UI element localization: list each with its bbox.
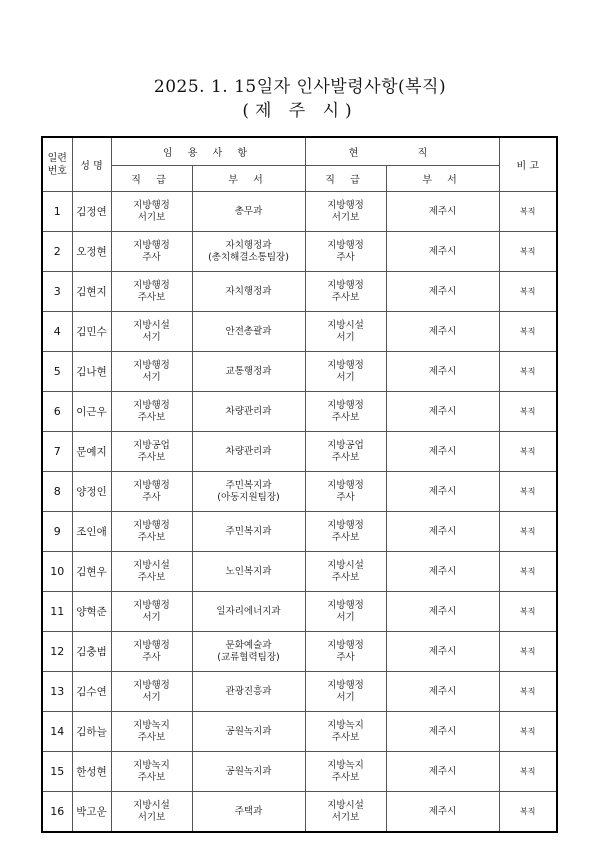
current-department: 제주시 bbox=[386, 752, 499, 792]
current-department: 제주시 bbox=[386, 472, 499, 512]
remarks: 복직 bbox=[499, 752, 557, 792]
employee-name: 김하늘 bbox=[72, 712, 111, 752]
remarks: 복직 bbox=[499, 352, 557, 392]
employee-name: 오정현 bbox=[72, 232, 111, 272]
remarks: 복직 bbox=[499, 672, 557, 712]
current-department: 제주시 bbox=[386, 432, 499, 472]
current-rank: 지방행정 주사 bbox=[305, 632, 386, 672]
current-department: 제주시 bbox=[386, 552, 499, 592]
current-department: 제주시 bbox=[386, 792, 499, 833]
appointed-rank: 지방시설 주사보 bbox=[111, 552, 192, 592]
employee-name: 문예지 bbox=[72, 432, 111, 472]
appointed-rank: 지방행정 주사보 bbox=[111, 392, 192, 432]
table-row bbox=[42, 632, 557, 672]
current-department: 제주시 bbox=[386, 512, 499, 552]
appointed-department: 문화예술과 (교류협력팀장) bbox=[192, 632, 305, 672]
current-department: 제주시 bbox=[386, 592, 499, 632]
serial-number: 6 bbox=[42, 392, 72, 432]
appointed-rank: 지방행정 주사 bbox=[111, 232, 192, 272]
current-rank: 지방행정 서기보 bbox=[305, 192, 386, 232]
appointed-rank: 지방녹지 주사보 bbox=[111, 752, 192, 792]
appointed-rank: 지방행정 서기보 bbox=[111, 192, 192, 232]
current-rank: 지방시설 주사보 bbox=[305, 552, 386, 592]
document-subtitle: (제 주 시) bbox=[242, 101, 358, 121]
table-row bbox=[42, 672, 557, 712]
remarks: 복직 bbox=[499, 472, 557, 512]
current-rank: 지방행정 주사 bbox=[305, 472, 386, 512]
current-rank: 지방시설 서기 bbox=[305, 312, 386, 352]
header-appointment: 임 용 사 항 bbox=[111, 137, 305, 166]
table-row bbox=[42, 712, 557, 752]
serial-number: 8 bbox=[42, 472, 72, 512]
table-row bbox=[42, 192, 557, 232]
table-row bbox=[42, 472, 557, 512]
current-rank: 지방행정 주사보 bbox=[305, 272, 386, 312]
employee-name: 김현우 bbox=[72, 552, 111, 592]
appointed-department: 일자리에너지과 bbox=[192, 592, 305, 632]
table-row bbox=[42, 272, 557, 312]
appointed-rank: 지방행정 주사보 bbox=[111, 272, 192, 312]
header-name: 성 명 bbox=[72, 137, 111, 192]
table-row bbox=[42, 232, 557, 272]
remarks: 복직 bbox=[499, 512, 557, 552]
current-department: 제주시 bbox=[386, 672, 499, 712]
appointed-department: 총무과 bbox=[192, 192, 305, 232]
appointed-department: 공원녹지과 bbox=[192, 712, 305, 752]
employee-name: 김수연 bbox=[72, 672, 111, 712]
remarks: 복직 bbox=[499, 632, 557, 672]
appointed-department: 공원녹지과 bbox=[192, 752, 305, 792]
remarks: 복직 bbox=[499, 712, 557, 752]
serial-number: 2 bbox=[42, 232, 72, 272]
current-rank: 지방행정 서기 bbox=[305, 672, 386, 712]
table-row bbox=[42, 392, 557, 432]
serial-number: 11 bbox=[42, 592, 72, 632]
serial-number: 16 bbox=[42, 792, 72, 833]
appointed-department: 자치행정과 bbox=[192, 272, 305, 312]
current-rank: 지방행정 서기 bbox=[305, 352, 386, 392]
header-current-department: 부 서 bbox=[386, 166, 499, 192]
appointed-rank: 지방행정 주사보 bbox=[111, 512, 192, 552]
appointed-rank: 지방행정 주사 bbox=[111, 472, 192, 512]
table-row bbox=[42, 352, 557, 392]
employee-name: 양정인 bbox=[72, 472, 111, 512]
serial-number: 7 bbox=[42, 432, 72, 472]
employee-name: 김나현 bbox=[72, 352, 111, 392]
document-title: 2025. 1. 15일자 인사발령사항(복직) bbox=[153, 77, 447, 97]
current-department: 제주시 bbox=[386, 712, 499, 752]
remarks: 복직 bbox=[499, 552, 557, 592]
employee-name: 박고운 bbox=[72, 792, 111, 833]
header-current-position: 현 직 bbox=[305, 137, 499, 166]
employee-name: 이근우 bbox=[72, 392, 111, 432]
table-row bbox=[42, 752, 557, 792]
current-department: 제주시 bbox=[386, 352, 499, 392]
current-department: 제주시 bbox=[386, 312, 499, 352]
appointed-department: 안전총괄과 bbox=[192, 312, 305, 352]
employee-name: 김현지 bbox=[72, 272, 111, 312]
remarks: 복직 bbox=[499, 392, 557, 432]
table-row bbox=[42, 592, 557, 632]
remarks: 복직 bbox=[499, 432, 557, 472]
current-rank: 지방행정 주사보 bbox=[305, 392, 386, 432]
current-rank: 지방행정 주사보 bbox=[305, 512, 386, 552]
appointed-department: 주민복지과 bbox=[192, 512, 305, 552]
current-rank: 지방시설 서기보 bbox=[305, 792, 386, 833]
employee-name: 양혁준 bbox=[72, 592, 111, 632]
appointed-department: 교통행정과 bbox=[192, 352, 305, 392]
remarks: 복직 bbox=[499, 192, 557, 232]
table-body bbox=[42, 192, 557, 833]
serial-number: 12 bbox=[42, 632, 72, 672]
remarks: 복직 bbox=[499, 312, 557, 352]
appointed-rank: 지방시설 서기 bbox=[111, 312, 192, 352]
appointed-rank: 지방공업 주사보 bbox=[111, 432, 192, 472]
serial-number: 3 bbox=[42, 272, 72, 312]
appointed-rank: 지방녹지 주사보 bbox=[111, 712, 192, 752]
employee-name: 조인애 bbox=[72, 512, 111, 552]
appointed-department: 주민복지과 (아동지원팀장) bbox=[192, 472, 305, 512]
appointed-rank: 지방행정 서기 bbox=[111, 592, 192, 632]
employee-name: 한성현 bbox=[72, 752, 111, 792]
serial-number: 4 bbox=[42, 312, 72, 352]
serial-number: 13 bbox=[42, 672, 72, 712]
appointed-department: 자치행정과 (총치해결소통팀장) bbox=[192, 232, 305, 272]
appointed-department: 노인복지과 bbox=[192, 552, 305, 592]
current-department: 제주시 bbox=[386, 192, 499, 232]
current-rank: 지방공업 주사보 bbox=[305, 432, 386, 472]
employee-name: 김정연 bbox=[72, 192, 111, 232]
employee-name: 김충범 bbox=[72, 632, 111, 672]
serial-number: 15 bbox=[42, 752, 72, 792]
personnel-table bbox=[41, 136, 558, 833]
serial-number: 10 bbox=[42, 552, 72, 592]
current-department: 제주시 bbox=[386, 232, 499, 272]
serial-number: 1 bbox=[42, 192, 72, 232]
appointed-rank: 지방행정 주사 bbox=[111, 632, 192, 672]
current-department: 제주시 bbox=[386, 392, 499, 432]
header-department: 부 서 bbox=[192, 166, 305, 192]
header-current-rank: 직 급 bbox=[305, 166, 386, 192]
appointed-rank: 지방행정 서기 bbox=[111, 672, 192, 712]
appointed-department: 차량관리과 bbox=[192, 432, 305, 472]
remarks: 복직 bbox=[499, 792, 557, 833]
appointed-rank: 지방행정 서기 bbox=[111, 352, 192, 392]
header-remarks: 비 고 bbox=[499, 137, 557, 192]
table-row bbox=[42, 792, 557, 833]
serial-number: 5 bbox=[42, 352, 72, 392]
appointed-department: 관광진흥과 bbox=[192, 672, 305, 712]
current-rank: 지방녹지 주사보 bbox=[305, 712, 386, 752]
table-row bbox=[42, 432, 557, 472]
header-row-top bbox=[42, 137, 557, 166]
serial-number: 14 bbox=[42, 712, 72, 752]
current-department: 제주시 bbox=[386, 272, 499, 312]
current-department: 제주시 bbox=[386, 632, 499, 672]
table-row bbox=[42, 512, 557, 552]
header-row-bottom bbox=[42, 166, 557, 192]
current-rank: 지방행정 주사 bbox=[305, 232, 386, 272]
employee-name: 김민수 bbox=[72, 312, 111, 352]
appointed-department: 주택과 bbox=[192, 792, 305, 833]
appointed-department: 차량관리과 bbox=[192, 392, 305, 432]
current-rank: 지방행정 서기 bbox=[305, 592, 386, 632]
current-rank: 지방녹지 주사보 bbox=[305, 752, 386, 792]
serial-number: 9 bbox=[42, 512, 72, 552]
remarks: 복직 bbox=[499, 592, 557, 632]
remarks: 복직 bbox=[499, 272, 557, 312]
remarks: 복직 bbox=[499, 232, 557, 272]
table-row bbox=[42, 552, 557, 592]
header-serial-number: 일련 번호 bbox=[42, 137, 72, 192]
header-rank: 직 급 bbox=[111, 166, 192, 192]
appointed-rank: 지방시설 서기보 bbox=[111, 792, 192, 833]
table-row bbox=[42, 312, 557, 352]
